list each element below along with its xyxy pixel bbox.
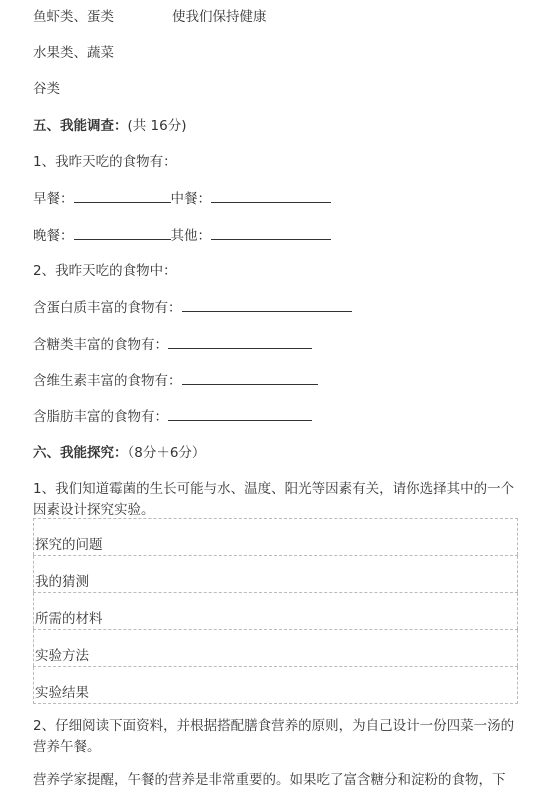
other-blank[interactable]	[211, 225, 331, 240]
lunch-label: 中餐：	[170, 191, 211, 207]
table-row	[34, 667, 518, 704]
food-group-label: 鱼虾类、蛋类	[33, 9, 114, 25]
food-group-label: 谷类	[33, 81, 60, 97]
fat-label: 含脂肪丰富的食物有：	[33, 409, 168, 425]
fat-blank[interactable]	[168, 406, 312, 421]
sugar-label: 含糖类丰富的食物有：	[33, 337, 168, 353]
meal-row	[33, 188, 331, 209]
nutrition-passage: 营养学家提醒，午餐的营养是非常重要的。如果吃了富含糖分和淀粉的食物，下	[33, 772, 506, 788]
table-cell[interactable]: 我的猜测	[34, 556, 518, 593]
section5-title: 五、我能调查：	[33, 118, 128, 134]
protein-label: 含蛋白质丰富的食物有：	[33, 300, 182, 316]
table-cell[interactable]: 所需的材料	[34, 593, 518, 630]
other-label: 其他：	[170, 228, 211, 244]
food-group-function: 使我们保持健康	[172, 9, 267, 25]
vitamin-label: 含维生素丰富的食物有：	[33, 373, 182, 389]
vitamin-blank[interactable]	[182, 370, 318, 385]
table-row	[34, 593, 518, 630]
section6-question-2: 2、仔细阅读下面资料，并根据搭配膳食营养的原则，为自己设计一份四菜一汤的营养午餐。	[33, 718, 515, 755]
food-group-row	[33, 7, 267, 27]
experiment-design-table	[33, 518, 518, 704]
section6-title: 六、我能探究：	[33, 445, 128, 461]
meal-row	[33, 225, 331, 246]
dinner-label: 晚餐：	[33, 228, 74, 244]
section5-question-2: 2、我昨天吃的食物中：	[33, 263, 177, 279]
table-cell[interactable]: 实验方法	[34, 630, 518, 667]
nutrient-row	[33, 297, 352, 318]
section6-score: （8分＋6分）	[127, 445, 206, 461]
table-row	[34, 630, 518, 667]
food-group-row	[33, 43, 114, 63]
sugar-blank[interactable]	[168, 334, 312, 349]
table-cell[interactable]: 探究的问题	[34, 519, 518, 556]
section5-question-1: 1、我昨天吃的食物有：	[33, 154, 177, 170]
section6-question-1: 1、我们知道霉菌的生长可能与水、温度、阳光等因素有关，请你选择其中的一个因素设计探究实验。	[33, 481, 515, 518]
dinner-blank[interactable]	[74, 225, 171, 240]
food-group-label: 水果类、蔬菜	[33, 45, 114, 61]
lunch-blank[interactable]	[211, 188, 331, 203]
table-row	[34, 519, 518, 556]
table-cell[interactable]: 实验结果	[35, 685, 89, 701]
section6-heading	[33, 443, 205, 463]
protein-blank[interactable]	[182, 297, 352, 312]
section5-score: (共 16分)	[127, 118, 187, 134]
food-group-row	[33, 79, 60, 99]
breakfast-label: 早餐：	[33, 191, 74, 207]
nutrient-row	[33, 334, 312, 355]
breakfast-blank[interactable]	[74, 188, 171, 203]
section5-heading	[33, 116, 187, 136]
table-row	[34, 556, 518, 593]
nutrient-row	[33, 370, 318, 391]
nutrient-row	[33, 406, 312, 427]
